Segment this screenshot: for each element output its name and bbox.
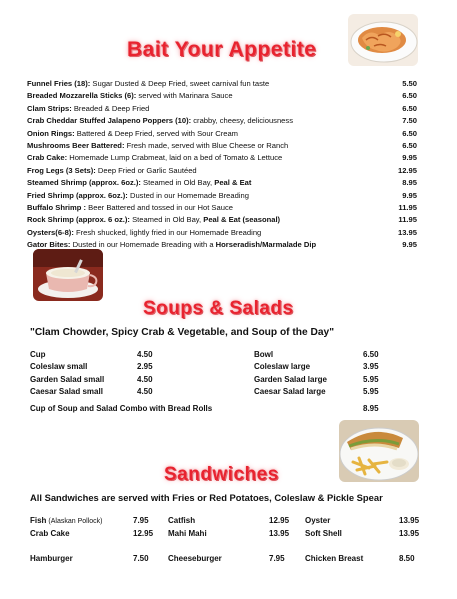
appetizer-price: 6.50 xyxy=(402,140,417,150)
sandwiches-title: Sandwiches xyxy=(164,464,279,485)
appetizer-name: Crab Cake: xyxy=(27,153,68,163)
sandwich-item xyxy=(305,515,363,528)
appetizer-item xyxy=(27,190,427,202)
combo-price: 8.95 xyxy=(363,404,379,413)
sandwich-name: Cheeseburger xyxy=(168,553,222,563)
appetizer-description-bold: Horseradish/Marmalade Dip xyxy=(215,240,317,250)
soup-item-name: Garden Salad large xyxy=(254,374,327,384)
sandwich-price: 8.50 xyxy=(399,553,415,563)
sandwich-name: Oyster xyxy=(305,516,331,525)
appetizer-description: Breaded & Deep Fried xyxy=(71,103,150,113)
appetizer-name: Rock Shrimp (approx. 6 oz.): xyxy=(27,215,130,225)
sandwich-name: Hamburger xyxy=(30,553,73,563)
sandwich-note: (Alaskan Pollock) xyxy=(46,518,103,525)
appetizer-item xyxy=(27,177,427,189)
soup-item-name: Garden Salad small xyxy=(30,374,105,384)
sandwich-price: 13.95 xyxy=(399,516,420,525)
sandwich-name: Catfish xyxy=(168,516,196,525)
sandwich-item xyxy=(305,528,363,541)
sandwich-item xyxy=(30,553,102,566)
appetizer-item xyxy=(27,165,427,177)
appetizer-price: 12.95 xyxy=(397,165,417,175)
appetizer-name: Mushrooms Beer Battered: xyxy=(27,140,125,150)
sandwich-item xyxy=(305,553,363,566)
appetizer-name: Breaded Mozzarella Sticks (6): xyxy=(27,91,137,101)
appetizer-description: Beer Battered and tossed in our Hot Sauce xyxy=(86,202,233,212)
sandwich-col1-names xyxy=(30,515,102,565)
appetizer-item xyxy=(27,103,427,115)
appetizer-description: crabby, cheesy, deliciousness xyxy=(191,116,294,126)
appetizer-item xyxy=(27,140,427,152)
appetizer-name: Onion Rings: xyxy=(27,128,75,138)
appetizer-item xyxy=(27,78,427,90)
appetizer-price: 5.50 xyxy=(402,79,417,88)
appetizer-item xyxy=(27,152,427,164)
sandwich-item xyxy=(30,528,102,541)
sandwich-price: 7.95 xyxy=(133,516,149,525)
soup-item-name: Cup xyxy=(30,350,46,359)
appetizer-name: Buffalo Shrimp : xyxy=(27,202,87,212)
appetizer-item xyxy=(27,115,427,127)
sandwich-price: 13.95 xyxy=(269,528,290,538)
appetizer-description: served with Marinara Sauce xyxy=(136,91,233,101)
sandwich-price: 7.50 xyxy=(133,553,149,563)
soup-item-name: Caesar Salad small xyxy=(30,386,103,396)
appetizer-name: Fried Shrimp (approx. 6oz.): xyxy=(27,190,128,200)
sandwich-name: Mahi Mahi xyxy=(168,528,207,538)
sandwich-price xyxy=(269,540,289,553)
sandwich-price: 7.95 xyxy=(269,553,285,563)
appetizer-description: Homemade Lump Crabmeat, laid on a bed of Tomato & Lettuce xyxy=(67,153,283,163)
sandwich-item xyxy=(30,515,102,528)
appetizer-description: Steamed in Old Bay, xyxy=(140,178,215,188)
appetizer-description: Fresh shucked, lightly fried in our Homemade Breading xyxy=(73,227,262,237)
appetizer-name: Crab Cheddar Stuffed Jalapeno Poppers (10): xyxy=(27,116,192,126)
appetizers-title: Bait Your Appetite xyxy=(127,38,317,61)
soup-item-price: 2.95 xyxy=(137,362,153,372)
appetizer-price: 7.50 xyxy=(402,116,417,126)
sandwich-name: Chicken Breast xyxy=(305,553,364,563)
shrimp-plate-photo xyxy=(348,14,418,66)
appetizer-item xyxy=(27,128,427,140)
appetizer-name: Gator Bites: xyxy=(27,240,71,250)
soup-item-name: Coleslaw large xyxy=(254,362,311,372)
soup-item-price: 5.95 xyxy=(363,374,379,384)
appetizer-list xyxy=(27,78,427,251)
soups-subtitle: "Clam Chowder, Spicy Crab & Vegetable, and Soup of the Day" xyxy=(30,327,335,338)
appetizer-price: 11.95 xyxy=(398,215,417,225)
appetizer-price: 8.95 xyxy=(402,178,417,188)
soups-right-names xyxy=(254,349,327,398)
appetizer-description: Sugar Dusted & Deep Fried, sweet carnival fun taste xyxy=(90,79,270,88)
appetizer-price: 9.95 xyxy=(402,153,417,163)
appetizer-description: Fresh made, served with Blue Cheese or Ranch xyxy=(124,140,289,150)
soup-salad-combo-price xyxy=(363,403,379,415)
soup-item-price: 5.95 xyxy=(363,386,379,396)
appetizer-price: 9.95 xyxy=(402,190,417,200)
sandwich-name: Fish xyxy=(30,516,47,525)
sandwich-item xyxy=(168,515,222,528)
appetizer-price: 6.50 xyxy=(402,91,417,101)
appetizer-price: 6.50 xyxy=(402,103,417,113)
appetizer-description: Battered & Deep Fried, served with Sour Cream xyxy=(74,128,239,138)
sandwich-name: Crab Cake xyxy=(30,528,70,538)
sandwich-item xyxy=(168,553,222,566)
soup-item-price: 6.50 xyxy=(363,350,379,359)
soups-right-prices xyxy=(363,349,379,398)
appetizer-name: Funnel Fries (18): xyxy=(27,79,91,88)
appetizer-item xyxy=(27,214,427,226)
soup-item-name: Coleslaw small xyxy=(30,362,88,372)
sandwich-col2-names xyxy=(168,515,222,565)
sandwich-item xyxy=(305,540,363,553)
sandwiches-subtitle: All Sandwiches are served with Fries or Red Potatoes, Coleslaw & Pickle Spear xyxy=(30,492,383,503)
combo-name: Cup of Soup and Salad Combo with Bread Rolls xyxy=(30,404,213,413)
sandwich-plate-photo xyxy=(339,420,419,482)
appetizer-item xyxy=(27,202,427,214)
appetizer-name: Clam Strips: xyxy=(27,103,72,113)
soups-left-prices xyxy=(137,349,153,398)
appetizer-description: Deep Fried or Garlic Sautéed xyxy=(95,165,197,175)
appetizer-name: Frog Legs (3 Sets): xyxy=(27,165,96,175)
appetizer-price: 6.50 xyxy=(402,128,417,138)
sandwich-price xyxy=(399,540,419,553)
soup-item-price: 4.50 xyxy=(137,374,153,384)
soup-salad-combo xyxy=(30,403,212,415)
appetizer-item xyxy=(27,90,427,102)
appetizer-name: Oysters(6-8): xyxy=(27,227,74,237)
appetizer-item xyxy=(27,227,427,239)
soup-item-price: 4.50 xyxy=(137,386,153,396)
sandwich-item xyxy=(168,540,222,553)
sandwich-item xyxy=(30,540,102,553)
sandwich-col2-prices xyxy=(269,515,289,565)
sandwich-price xyxy=(133,540,153,553)
sandwich-item xyxy=(168,528,222,541)
soup-item-name: Caesar Salad large xyxy=(254,386,326,396)
sandwich-col1-prices xyxy=(133,515,153,565)
sandwich-price: 13.95 xyxy=(399,528,420,538)
sandwich-col3-names xyxy=(305,515,363,565)
appetizer-description: Dusted in our Homemade Breading xyxy=(127,190,249,200)
soups-title: Soups & Salads xyxy=(143,298,294,319)
chowder-cup-photo xyxy=(33,249,103,301)
appetizer-price: 11.95 xyxy=(398,202,417,212)
sandwich-name: Soft Shell xyxy=(305,528,342,538)
appetizer-description: Steamed in Old Bay, xyxy=(129,215,204,225)
sandwich-col3-prices xyxy=(399,515,419,565)
appetizer-description-bold: Peal & Eat (seasonal) xyxy=(203,215,281,225)
appetizer-price: 13.95 xyxy=(397,227,417,237)
soup-item-price: 3.95 xyxy=(363,362,379,372)
soup-item-name: Bowl xyxy=(254,350,274,359)
soups-left-names xyxy=(30,349,104,398)
soup-item-price: 4.50 xyxy=(137,350,153,359)
appetizer-description: Dusted in our Homemade Breading with a xyxy=(70,240,216,250)
appetizer-price: 9.95 xyxy=(402,240,417,250)
sandwich-price: 12.95 xyxy=(133,528,154,538)
sandwich-price: 12.95 xyxy=(269,516,290,525)
appetizer-name: Steamed Shrimp (approx. 6oz.): xyxy=(27,178,141,188)
appetizer-description-bold: Peal & Eat xyxy=(214,178,252,188)
